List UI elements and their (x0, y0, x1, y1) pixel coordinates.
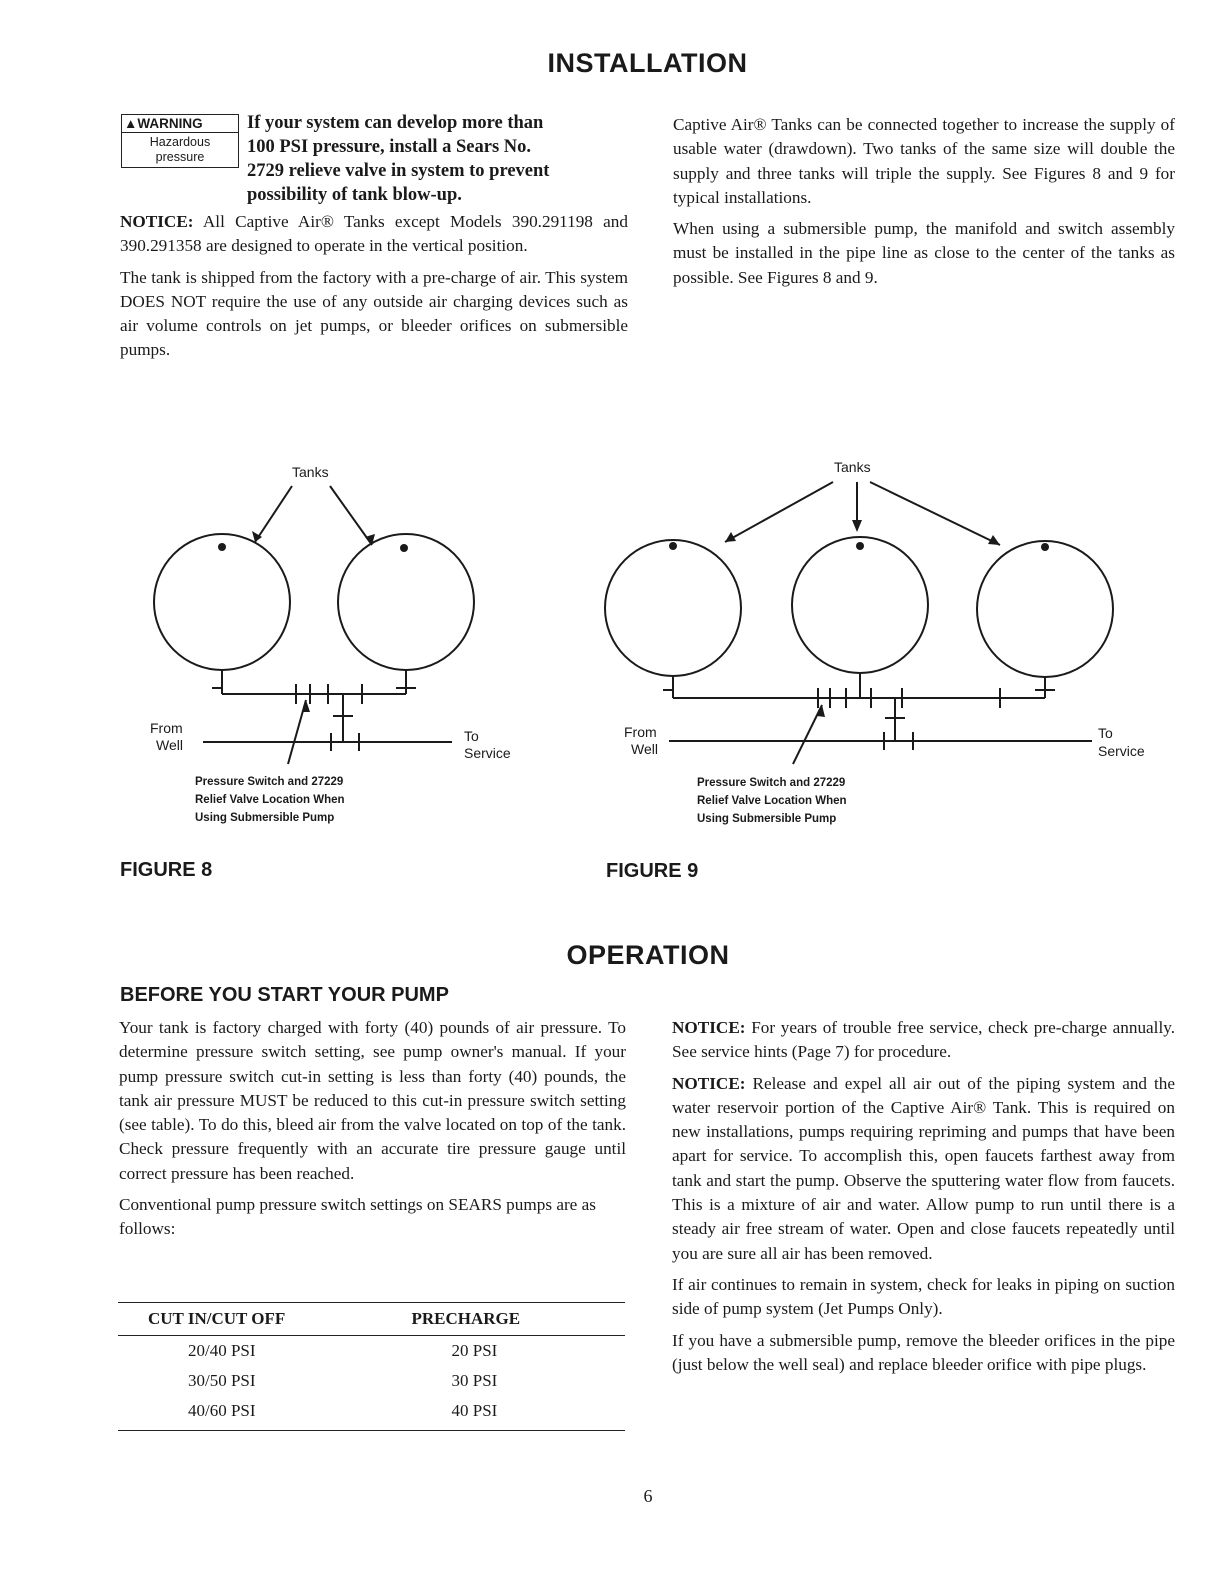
operation-paragraph: If air continues to remain in system, check for leaks in piping on suction side of pump system (Jet Pumps Only). (672, 1274, 1175, 1319)
warning-label-box (121, 114, 239, 168)
pressure-switch-note: Pressure Switch and 27229 (697, 777, 846, 789)
pressure-switch-note: Pressure Switch and 27229 (195, 776, 344, 788)
operation-left-column (119, 1016, 626, 1249)
pressure-switch-note: Relief Valve Location When (697, 795, 847, 807)
arrowhead (852, 520, 862, 532)
installation-left-column (120, 210, 628, 370)
warning-line: 2729 relieve valve in system to prevent (247, 161, 550, 181)
table-row (118, 1336, 625, 1367)
warning-subtitle (122, 133, 238, 167)
warning-header (122, 115, 238, 133)
figure-8-caption: FIGURE 8 (120, 859, 213, 881)
warning-triangle-icon: ▲ (124, 116, 138, 131)
table-cell: 20 PSI (451, 1341, 498, 1360)
table-cell: 40/60 PSI (188, 1401, 256, 1420)
tank-valve-dot (1041, 543, 1049, 551)
warning-line: If your system can develop more than (247, 113, 544, 133)
warning-line: 100 PSI pressure, install a Sears No. (247, 137, 532, 157)
installation-notice: NOTICE: All Captive Air® Tanks except Models 390.291198 and 390.291358 are designed to operate in the vertical position. (120, 212, 628, 256)
to-service-label: Service (1098, 743, 1145, 759)
operation-notice: NOTICE: Release and expel all air out of the piping system and the water reservoir portion of the Captive Air® Tank. This is required on new installations, pumps requiring repriming and pumps that have been apart for service. To accomplish this, open faucets farthest away from tank and start the pump. Observe the sputtering water flow from faucets. This is a mixture of air and water. Allow pump to run until there is a steady air free stream of water. Open and close faucets repeatedly until you are sure all air has been removed. (672, 1073, 1175, 1263)
figure-9-diagram (600, 450, 1180, 850)
before-start-subheading: BEFORE YOU START YOUR PUMP (120, 984, 449, 1006)
pressure-switch-note: Relief Valve Location When (195, 794, 345, 806)
warning-text (247, 111, 627, 207)
installation-paragraph-tanks: Captive Air® Tanks can be connected together to increase the supply of usable water (drawdown). Two tanks of the same size will double the supply and three tanks will triple the supply. See Figures 8 and 9 for typical installations. (673, 115, 1175, 207)
table-cell: 40 PSI (451, 1401, 498, 1420)
figure-8-diagram (0, 450, 600, 850)
operation-paragraph: Your tank is factory charged with forty (40) pounds of air pressure. To determine pressure switch setting, see pump owner's manual. If your pump pressure switch cut-in setting is less than forty (40) pounds, the tank air pressure MUST be reduced to this cut-in pressure switch setting (see table). To do this, bleed air from the valve located on top of the tank. Check pressure frequently with an accurate tire pressure gauge until correct pressure has been reached. (119, 1018, 626, 1183)
installation-heading: INSTALLATION (547, 48, 748, 78)
tank-circle (605, 540, 741, 676)
to-service-label: To (1098, 725, 1113, 741)
operation-notice: NOTICE: For years of trouble free service, check pre-charge annually. See service hints (Page 7) for procedure. (672, 1018, 1175, 1062)
table-header-precharge: PRECHARGE (411, 1309, 521, 1328)
figure-9-caption: FIGURE 9 (606, 860, 699, 882)
table-row (118, 1366, 625, 1396)
warning-label: WARNING (137, 116, 203, 131)
warning-line: possibility of tank blow-up. (247, 185, 462, 205)
tank-circle (977, 541, 1113, 677)
table-cell: 30/50 PSI (188, 1371, 256, 1390)
warning-subtitle-line-2: pressure (155, 150, 205, 164)
from-well-label: From (624, 724, 657, 740)
to-service-label: Service (464, 745, 511, 761)
from-well-label: From (150, 720, 183, 736)
table-cell: 30 PSI (451, 1371, 498, 1390)
page-number: 6 (643, 1486, 653, 1506)
tanks-label: Tanks (834, 459, 871, 475)
from-well-label: Well (631, 741, 658, 757)
pressure-switch-note: Using Submersible Pump (697, 813, 837, 825)
operation-right-column (672, 1016, 1175, 1384)
operation-paragraph: If you have a submersible pump, remove the bleeder orifices in the pipe (just below the well seal) and replace bleeder orifice with pipe plugs. (672, 1330, 1175, 1374)
table-cell: 20/40 PSI (188, 1341, 256, 1360)
arrowhead (302, 700, 310, 712)
to-service-label: To (464, 728, 479, 744)
table-header-cutin: CUT IN/CUT OFF (148, 1309, 286, 1328)
tank-valve-dot (669, 542, 677, 550)
installation-paragraph: The tank is shipped from the factory with a pre-charge of air. This system DOES NOT require the use of any outside air charging devices such as air volume controls on jet pumps, or bleeder orifices on submersible pumps. (120, 267, 628, 360)
pressure-table-wrapper (118, 1302, 625, 1431)
operation-heading: OPERATION (566, 940, 730, 970)
tanks-label: Tanks (292, 464, 329, 480)
warning-subtitle-line-1: Hazardous (149, 135, 211, 149)
installation-right-column (673, 113, 1175, 297)
pressure-switch-note: Using Submersible Pump (195, 812, 335, 824)
tank-circle (792, 537, 928, 673)
tank-circle (338, 534, 474, 670)
table-row (118, 1396, 625, 1426)
installation-paragraph-submersible: When using a submersible pump, the manifold and switch assembly must be installed in the pipe line as close to the center of the tanks as possible. See Figures 8 and 9. (673, 219, 1175, 287)
from-well-label: Well (156, 737, 183, 753)
tank-valve-dot (218, 543, 226, 551)
tank-circle (154, 534, 290, 670)
tank-valve-dot (400, 544, 408, 552)
tank-valve-dot (856, 542, 864, 550)
operation-paragraph: Conventional pump pressure switch settings on SEARS pumps are as follows: (119, 1195, 596, 1239)
pressure-settings-table (118, 1303, 625, 1426)
